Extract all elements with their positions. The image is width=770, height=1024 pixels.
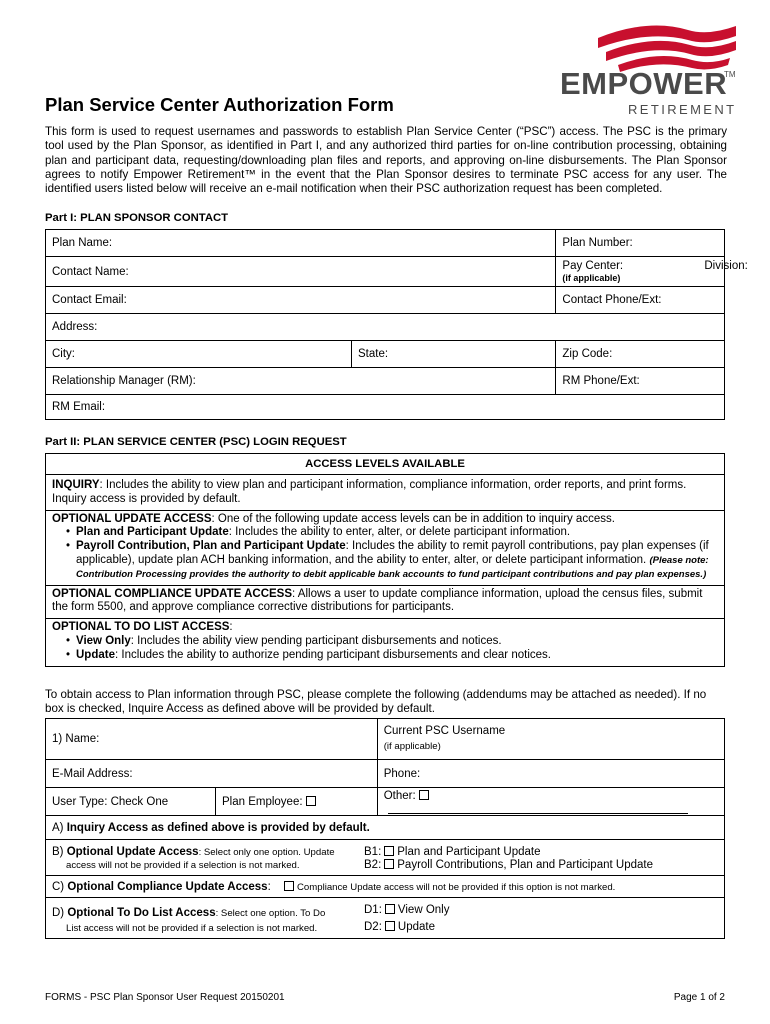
option-b1[interactable]: B1: Plan and Participant Update <box>364 845 541 858</box>
city-field[interactable]: City: <box>46 341 352 368</box>
user-name-field[interactable]: 1) Name: <box>46 719 378 760</box>
access-levels-box <box>45 453 725 667</box>
current-username-field[interactable]: Current PSC Username (if applicable) <box>377 719 724 760</box>
phone-field[interactable]: Phone: <box>377 760 724 788</box>
other-text-line[interactable] <box>388 804 688 814</box>
email-field[interactable]: E-Mail Address: <box>46 760 378 788</box>
d1-checkbox[interactable] <box>385 904 395 914</box>
plan-sponsor-contact-table <box>45 229 748 420</box>
user-request-table <box>45 718 725 939</box>
d2-checkbox[interactable] <box>385 921 395 931</box>
todo-section: OPTIONAL TO DO LIST ACCESS: • View Only: Includes the ability view pending participant disbursements and notices. • Update: Includes the ability to authorize pending participant disbursements and clear notices. <box>46 619 724 665</box>
footer-page-number: Page 1 of 2 <box>673 992 725 1003</box>
other-option[interactable]: Other: <box>377 788 724 816</box>
zip-field[interactable]: Zip Code: <box>556 341 725 368</box>
part1-heading: Part I: PLAN SPONSOR CONTACT <box>45 212 229 224</box>
intro-paragraph: This form is used to request usernames and passwords to establish Plan Service Center (“PSC”) access. The PSC is the primary tool used by the Plan Sponsor, as identified in Part I, and any authorized third parties for on-line contribution processing, obtaining plan and participant data, requesting/downloading plan files and reports, and approving on-line disbursements. The Plan Sponsor agrees to notify Empower Retirement™ in the event that the Plan Sponsor desires to terminate PSC access for any user. The identified users listed below will receive an e-mail notification when their PSC authorization request has been completed. <box>45 125 727 196</box>
option-b-row: B) Optional Update Access: Select only one option. Update access will not be provided if a selection is not marked. B1: Plan and Participant Update B2: Payroll Contributions, Plan and Participant Update <box>46 840 725 876</box>
plan-employee-checkbox[interactable] <box>306 796 316 806</box>
plan-employee-option[interactable]: Plan Employee: <box>216 788 378 816</box>
logo-brand: EMPOWER <box>560 66 728 101</box>
footer-form-id: FORMS - PSC Plan Sponsor User Request 20150201 <box>45 992 285 1003</box>
rm-phone-field[interactable]: RM Phone/Ext: <box>556 368 725 395</box>
compliance-section: OPTIONAL COMPLIANCE UPDATE ACCESS: Allows a user to update compliance information, upload the census files, submit the form 5500, and approve compliance corrective distributions for participants. <box>46 586 724 620</box>
instructions-paragraph: To obtain access to Plan information through PSC, please complete the following (addendums may be attached as needed). If no box is checked, Inquire Access as defined above will be provided by default. <box>45 688 707 716</box>
pay-center-note: (if applicable) <box>562 272 621 283</box>
page-title: Plan Service Center Authorization Form <box>45 94 394 115</box>
user-type-label: User Type: Check One <box>46 788 216 816</box>
option-d1[interactable]: D1: View Only <box>364 904 450 916</box>
c-checkbox[interactable] <box>284 881 294 891</box>
view-only-bullet: • View Only: Includes the ability view pending participant disbursements and notices. <box>52 635 718 649</box>
option-c-row: C) Optional Compliance Update Access: Compliance Update access will not be provided if this option is not marked. <box>46 876 725 898</box>
inquiry-section: INQUIRY: Includes the ability to view plan and participant information, compliance information, order reports, and print forms. Inquiry access is provided by default. <box>46 475 724 511</box>
address-field[interactable]: Address: <box>46 314 725 341</box>
contact-email-field[interactable]: Contact Email: <box>46 287 556 314</box>
ppu-bullet: • Plan and Participant Update: Includes the ability to enter, alter, or delete participant information. <box>52 526 718 540</box>
plan-name-field[interactable]: Plan Name: <box>46 230 556 257</box>
access-levels-header: ACCESS LEVELS AVAILABLE <box>46 454 724 475</box>
plan-number-field[interactable]: Plan Number: <box>556 230 725 257</box>
state-field[interactable]: State: <box>352 341 556 368</box>
contact-name-field[interactable]: Contact Name: <box>46 257 556 287</box>
logo-trademark: TM <box>724 70 736 79</box>
optional-update-section: OPTIONAL UPDATE ACCESS: One of the following update access levels can be in addition to inquiry access. • Plan and Participant Update: Includes the ability to enter, alter, or delete participant information. • Payroll Contribution, Plan and Participant Update: Includes the ability to remit payroll contributions, pay plan expenses (if applicable), update plan ACH banking information, and the ability to enter, alter, or delete participant information. (Please note: Contribution Processing provides the authority to debit applicable bank accounts to fund participant contributions and pay plan expenses.) <box>46 511 724 586</box>
option-d-row: D) Optional To Do List Access: Select one option. To Do List access will not be provided if a selection is not marked. D1: View Only D2: Update <box>46 898 725 939</box>
rm-field[interactable]: Relationship Manager (RM): <box>46 368 556 395</box>
option-a-row: A) Inquiry Access as defined above is provided by default. <box>46 816 725 840</box>
logo-subtitle: RETIREMENT <box>628 102 737 117</box>
other-checkbox[interactable] <box>419 790 429 800</box>
rm-email-field[interactable]: RM Email: <box>46 395 725 420</box>
update-bullet: • Update: Includes the ability to authorize pending participant disbursements and clear notices. <box>52 649 718 663</box>
option-b2[interactable]: B2: Payroll Contributions, Plan and Participant Update <box>364 858 653 871</box>
option-d2[interactable]: D2: Update <box>364 921 435 933</box>
contact-phone-field[interactable]: Contact Phone/Ext: <box>556 287 725 314</box>
pay-center-field[interactable]: Pay Center: Division: (if applicable) <box>556 257 725 287</box>
payroll-bullet: • Payroll Contribution, Plan and Participant Update: Includes the ability to remit payroll contributions, pay plan expenses (if applicable), update plan ACH banking information, and the ability to enter, alter, or delete participant information. (Please note: Contribution Processing provides the authority to debit applicable bank accounts to fund participant contributions and pay plan expenses.) <box>52 540 718 581</box>
part2-heading: Part II: PLAN SERVICE CENTER (PSC) LOGIN REQUEST <box>45 436 347 448</box>
b1-checkbox[interactable] <box>384 846 394 856</box>
b2-checkbox[interactable] <box>384 859 394 869</box>
division-label: Division: <box>704 259 748 272</box>
